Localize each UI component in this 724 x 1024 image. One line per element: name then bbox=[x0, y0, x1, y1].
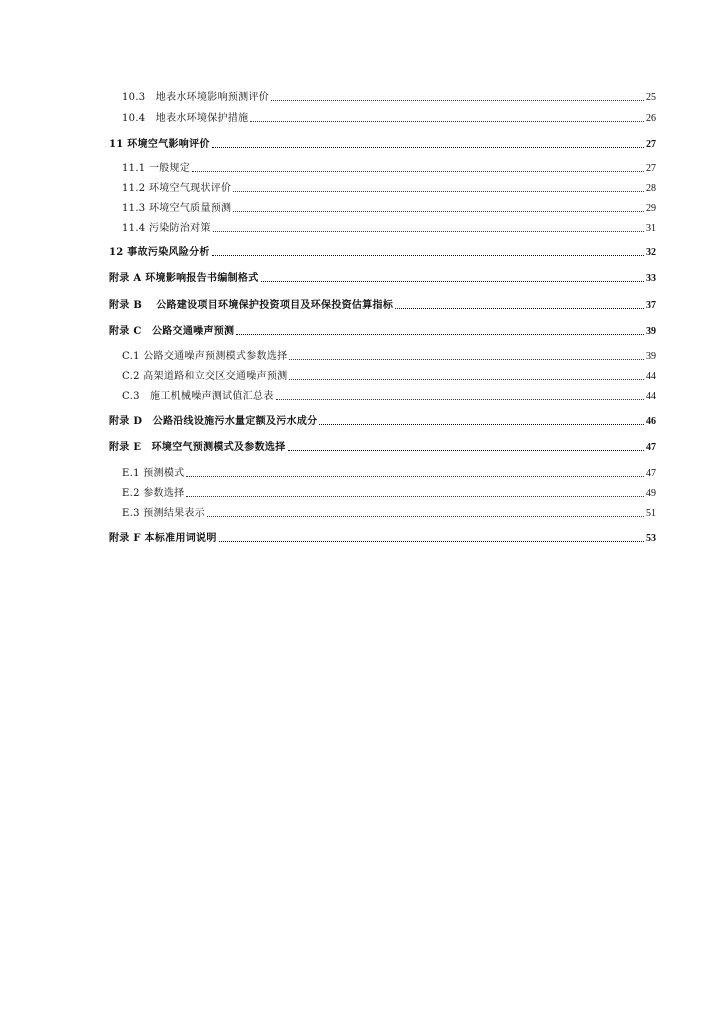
toc-dot-leader bbox=[192, 171, 644, 172]
toc-dot-leader bbox=[212, 255, 644, 256]
toc-entry[interactable] bbox=[109, 414, 656, 428]
toc-entry[interactable] bbox=[109, 271, 656, 285]
toc-page-number: 37 bbox=[646, 300, 656, 311]
toc-page-number: 47 bbox=[646, 442, 656, 453]
toc-entry[interactable] bbox=[109, 137, 656, 151]
toc-entry[interactable] bbox=[122, 161, 656, 175]
toc-entry-label: 11.4 污染防治对策 bbox=[122, 223, 211, 234]
toc-page-number: 39 bbox=[646, 351, 656, 362]
toc-entry-label: 12 事故污染风险分析 bbox=[109, 247, 210, 258]
toc-entry[interactable] bbox=[122, 506, 656, 520]
toc-entry[interactable] bbox=[122, 90, 656, 104]
toc-dot-leader bbox=[261, 281, 644, 282]
toc-entry[interactable] bbox=[109, 245, 656, 259]
toc-page-number: 32 bbox=[646, 247, 656, 258]
toc-page-number: 31 bbox=[646, 223, 656, 234]
toc-entry-label: 附录 F 本标准用词说明 bbox=[109, 533, 217, 544]
toc-dot-leader bbox=[233, 191, 644, 192]
toc-page-number: 27 bbox=[646, 163, 656, 174]
toc-dot-leader bbox=[276, 399, 644, 400]
toc-dot-leader bbox=[186, 476, 644, 477]
toc-page-number: 53 bbox=[646, 533, 656, 544]
toc-dot-leader bbox=[289, 359, 644, 360]
toc-entry-label: E.1 预测模式 bbox=[122, 468, 185, 479]
toc-page-number: 49 bbox=[646, 488, 656, 499]
toc-entry[interactable] bbox=[122, 486, 656, 500]
toc-page-number: 33 bbox=[646, 273, 656, 284]
toc-dot-leader bbox=[233, 211, 644, 212]
toc-dot-leader bbox=[271, 100, 644, 101]
toc-entry-label: 10.3 地表水环境影响预测评价 bbox=[122, 92, 270, 103]
toc-dot-leader bbox=[288, 450, 644, 451]
toc-page-number: 46 bbox=[646, 416, 656, 427]
toc-entry-label: C.2 高架道路和立交区交通噪声预测 bbox=[122, 371, 288, 382]
toc-page-number: 51 bbox=[646, 508, 656, 519]
toc-entry[interactable] bbox=[109, 531, 656, 545]
toc-entry-label: 11 环境空气影响评价 bbox=[109, 139, 210, 150]
toc-entry[interactable] bbox=[122, 466, 656, 480]
toc-entry[interactable] bbox=[122, 221, 656, 235]
toc-entry-label: E.3 预测结果表示 bbox=[122, 508, 206, 519]
toc-entry[interactable] bbox=[122, 389, 656, 403]
toc-entry-label: 附录 B 公路建设项目环境保护投资项目及环保投资估算指标 bbox=[109, 300, 394, 311]
toc-page-number: 44 bbox=[646, 391, 656, 402]
toc-page-number: 25 bbox=[646, 92, 656, 103]
toc-page-number: 29 bbox=[646, 203, 656, 214]
toc-dot-leader bbox=[186, 496, 644, 497]
toc-entry[interactable] bbox=[109, 324, 656, 338]
toc-entry[interactable] bbox=[122, 181, 656, 195]
toc-entry-label: 附录 D 公路沿线设施污水量定额及污水成分 bbox=[109, 416, 318, 427]
toc-dot-leader bbox=[213, 231, 644, 232]
toc-entry-label: E.2 参数选择 bbox=[122, 488, 185, 499]
toc-entry-label: 附录 A 环境影响报告书编制格式 bbox=[109, 273, 259, 284]
toc-page-number: 47 bbox=[646, 468, 656, 479]
toc-entry-label: C.1 公路交通噪声预测模式参数选择 bbox=[122, 351, 288, 362]
toc-entry-label: 11.2 环境空气现状评价 bbox=[122, 183, 232, 194]
toc-dot-leader bbox=[219, 541, 644, 542]
toc-dot-leader bbox=[212, 147, 644, 148]
toc-page-number: 26 bbox=[646, 113, 656, 124]
toc-entry-label: 附录 E 环境空气预测模式及参数选择 bbox=[109, 442, 286, 453]
toc-dot-leader bbox=[395, 308, 644, 309]
toc-dot-leader bbox=[207, 516, 644, 517]
toc-entry[interactable] bbox=[109, 298, 656, 312]
toc-dot-leader bbox=[250, 121, 644, 122]
toc-dot-leader bbox=[289, 379, 644, 380]
toc-entry[interactable] bbox=[122, 349, 656, 363]
toc-entry[interactable] bbox=[109, 440, 656, 454]
toc-dot-leader bbox=[319, 424, 644, 425]
toc-page-number: 39 bbox=[646, 326, 656, 337]
toc-entry[interactable] bbox=[122, 369, 656, 383]
toc-page-number: 28 bbox=[646, 183, 656, 194]
toc-entry[interactable] bbox=[122, 111, 656, 125]
toc-dot-leader bbox=[236, 334, 644, 335]
toc-page-number: 44 bbox=[646, 371, 656, 382]
toc-entry-label: 11.1 一般规定 bbox=[122, 163, 191, 174]
toc-page-number: 27 bbox=[646, 139, 656, 150]
toc-entry-label: C.3 施工机械噪声测试值汇总表 bbox=[122, 391, 274, 402]
toc-entry-label: 10.4 地表水环境保护措施 bbox=[122, 113, 249, 124]
toc-entry[interactable] bbox=[122, 201, 656, 215]
toc-entry-label: 附录 C 公路交通噪声预测 bbox=[109, 326, 235, 337]
toc-entry-label: 11.3 环境空气质量预测 bbox=[122, 203, 232, 214]
